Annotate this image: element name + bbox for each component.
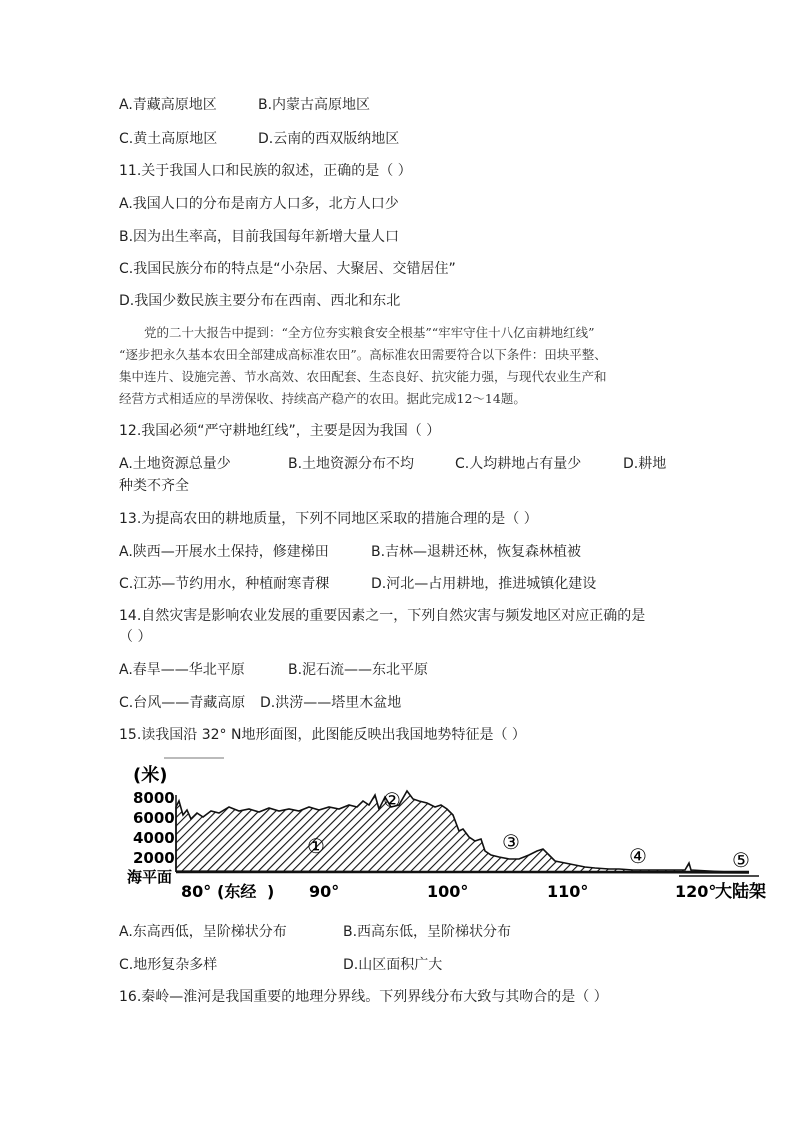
sea-level-label: 海平面 bbox=[127, 868, 173, 886]
x-tick-120: 120° bbox=[675, 882, 717, 901]
q13-stem: 13.为提高农田的耕地质量，下列不同地区采取的措施合理的是（ ） bbox=[119, 511, 538, 527]
q15-option-a: A.东高西低，呈阶梯状分布 bbox=[119, 924, 287, 940]
q15-option-c: C.地形复杂多样 bbox=[119, 957, 218, 973]
q14-option-d: D.洪涝——塔里木盆地 bbox=[260, 695, 402, 711]
q13-option-a: A.陕西—开展水土保持，修建梯田 bbox=[119, 544, 329, 560]
x-tick-100: 100° bbox=[427, 882, 469, 901]
y-tick-6000: 6000 bbox=[133, 809, 175, 827]
q11-option-c: C.我国民族分布的特点是“小杂居、大聚居、交错居住” bbox=[119, 261, 456, 277]
q10-option-a: A.青藏高原地区 bbox=[119, 97, 217, 113]
passage-line-1: 党的二十大报告中提到：“全方位夯实粮食安全根基”“牢牢守住十八亿亩耕地红线” bbox=[144, 325, 595, 340]
q11-option-a: A.我国人口的分布是南方人口多，北方人口少 bbox=[119, 196, 399, 212]
q12-stem: 12.我国必须“严守耕地红线”，主要是因为我国（ ） bbox=[119, 423, 441, 439]
q15-option-b: B.西高东低，呈阶梯状分布 bbox=[343, 924, 512, 940]
continental-shelf-label: 大陆架 bbox=[715, 882, 766, 902]
q13-option-d: D.河北—占用耕地，推进城镇化建设 bbox=[371, 576, 597, 592]
q10-option-b: B.内蒙古高原地区 bbox=[258, 97, 371, 113]
q12-option-d-part1: D.耕地 bbox=[623, 456, 667, 472]
reading-passage bbox=[119, 322, 679, 410]
q12-option-c: C.人均耕地占有量少 bbox=[455, 456, 582, 472]
passage-line-4: 经营方式相适应的旱涝保收、持续高产稳产的农田。据此完成12～14题。 bbox=[119, 391, 526, 406]
q12-option-a: A.土地资源总量少 bbox=[119, 456, 231, 472]
q14-option-a: A.春旱——华北平原 bbox=[119, 662, 245, 678]
q15-option-d: D.山区面积广大 bbox=[343, 957, 443, 973]
marker-3: ③ bbox=[502, 830, 520, 854]
q11-option-d: D.我国少数民族主要分布在西南、西北和东北 bbox=[119, 293, 401, 309]
q11-option-b: B.因为出生率高，目前我国每年新增大量人口 bbox=[119, 229, 400, 245]
q10-option-d: D.云南的西双版纳地区 bbox=[258, 131, 400, 147]
q15-stem: 15.读我国沿 32° N地形面图，此图能反映出我国地势特征是（ ） bbox=[119, 727, 526, 743]
q11-stem: 11.关于我国人口和民族的叙述，正确的是（ ） bbox=[119, 163, 412, 179]
x-tick-90: 90° bbox=[309, 882, 340, 901]
y-tick-8000: 8000 bbox=[133, 789, 175, 807]
marker-5: ⑤ bbox=[732, 848, 750, 872]
passage-line-2: “逐步把永久基本农田全部建成高标准农田”。高标准农田需要符合以下条件：田块平整、 bbox=[119, 347, 607, 362]
passage-line-3: 集中连片、设施完善、节水高效、农田配套、生态良好、抗灾能力强，与现代农业生产和 bbox=[119, 369, 607, 384]
q14-option-c: C.台风——青藏高原 bbox=[119, 695, 246, 711]
east-longitude-close: ) bbox=[267, 882, 275, 901]
q12-option-b: B.土地资源分布不均 bbox=[288, 456, 415, 472]
unit-label: (米) bbox=[133, 765, 168, 786]
q13-option-c: C.江苏—节约用水，种植耐寒青稞 bbox=[119, 576, 330, 592]
q10-option-c: C.黄土高原地区 bbox=[119, 131, 218, 147]
marker-2: ② bbox=[383, 788, 401, 812]
q13-option-b: B.吉林—退耕还林，恢复森林植被 bbox=[371, 544, 582, 560]
marker-1: ① bbox=[307, 834, 325, 858]
y-tick-4000: 4000 bbox=[133, 829, 175, 847]
terrain-profile-figure bbox=[119, 755, 779, 905]
q14-stem-paren: （ ） bbox=[119, 629, 152, 645]
q14-option-b: B.泥石流——东北平原 bbox=[288, 662, 429, 678]
x-tick-80: 80° bbox=[181, 882, 212, 901]
x-tick-110: 110° bbox=[547, 882, 589, 901]
terrain-profile bbox=[176, 791, 749, 873]
q16-stem: 16.秦岭—淮河是我国重要的地理分界线。下列界线分布大致与其吻合的是（ ） bbox=[119, 989, 608, 1005]
y-tick-2000: 2000 bbox=[133, 849, 175, 867]
east-longitude-label: (东经 bbox=[217, 882, 257, 901]
q12-option-d-part2: 种类不齐全 bbox=[119, 478, 189, 494]
q14-stem: 14.自然灾害是影响农业发展的重要因素之一，下列自然灾害与频发地区对应正确的是 bbox=[119, 608, 646, 624]
marker-4: ④ bbox=[629, 844, 647, 868]
